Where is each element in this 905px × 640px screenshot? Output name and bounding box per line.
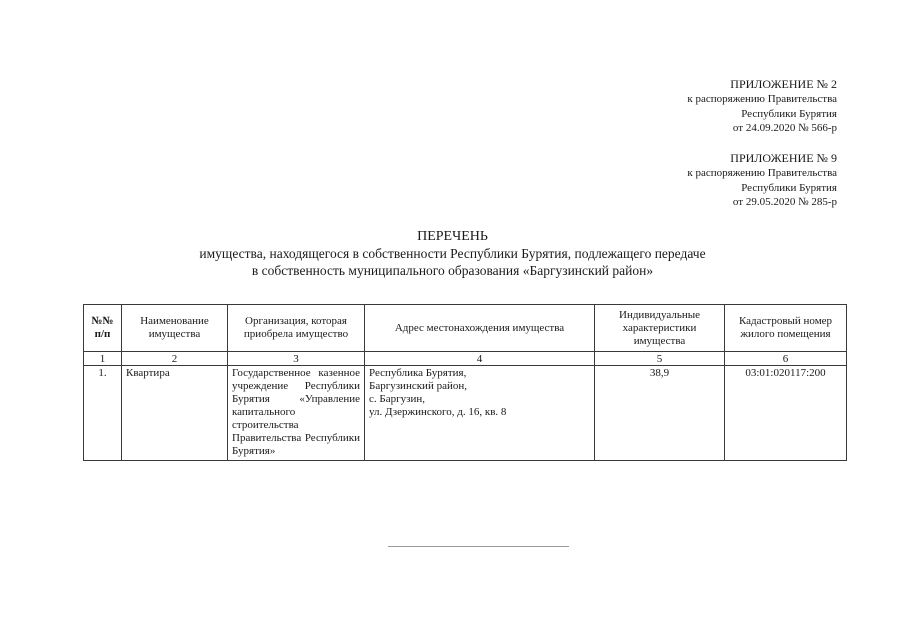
appendix-line: к распоряжению Правительства xyxy=(687,167,837,179)
cadastral-number: 03:01:020117:200 xyxy=(725,366,847,461)
header-name: Наименование имущества xyxy=(122,305,228,352)
header-organization: Организация, которая приобрела имущество xyxy=(228,305,365,352)
address-line: Республика Бурятия, xyxy=(369,367,467,379)
column-number-row xyxy=(84,352,847,366)
document-title-block xyxy=(0,228,905,279)
column-number: 3 xyxy=(228,352,365,366)
appendix-date: от 29.05.2020 № 285-р xyxy=(732,196,837,208)
appendix-heading: ПРИЛОЖЕНИЕ № 2 xyxy=(730,77,837,91)
header-characteristics: Индивидуальные характеристики имущества xyxy=(595,305,725,352)
row-number: 1. xyxy=(84,366,122,461)
appendix-line: к распоряжению Правительства xyxy=(687,93,837,105)
appendix-date: от 24.09.2020 № 566-р xyxy=(732,122,837,134)
column-number: 2 xyxy=(122,352,228,366)
column-number: 4 xyxy=(365,352,595,366)
address-line: Баргузинский район, xyxy=(369,380,467,392)
appendix-block-1 xyxy=(687,76,837,136)
header-cadastral: Кадастровый номер жилого помещения xyxy=(725,305,847,352)
page-divider xyxy=(388,546,569,547)
document-title: ПЕРЕЧЕНЬ xyxy=(417,229,488,244)
property-characteristics: 38,9 xyxy=(595,366,725,461)
address-line: ул. Дзержинского, д. 16, кв. 8 xyxy=(369,406,507,418)
property-address xyxy=(365,366,595,461)
column-number: 5 xyxy=(595,352,725,366)
document-subtitle-line: имущества, находящегося в собственности Республики Бурятия, подлежащего передаче xyxy=(199,246,706,261)
header-address: Адрес местонахождения имущества xyxy=(365,305,595,352)
table-header-row xyxy=(84,305,847,352)
table-row xyxy=(84,366,847,461)
header-number: №№ п/п xyxy=(84,305,122,352)
appendix-block-2 xyxy=(687,150,837,210)
appendix-heading: ПРИЛОЖЕНИЕ № 9 xyxy=(730,151,837,165)
column-number: 1 xyxy=(84,352,122,366)
address-line: с. Баргузин, xyxy=(369,393,425,405)
property-table xyxy=(83,304,847,461)
property-name: Квартира xyxy=(122,366,228,461)
appendix-line: Республики Бурятия xyxy=(741,181,837,194)
appendix-line: Республики Бурятия xyxy=(741,107,837,120)
acquiring-organization: Государственное казенное учреждение Республики Бурятия «Управление капитального строительства Правительства Республики Бурятия» xyxy=(228,366,365,461)
document-subtitle-line: в собственность муниципального образования «Баргузинский район» xyxy=(251,263,654,278)
column-number: 6 xyxy=(725,352,847,366)
